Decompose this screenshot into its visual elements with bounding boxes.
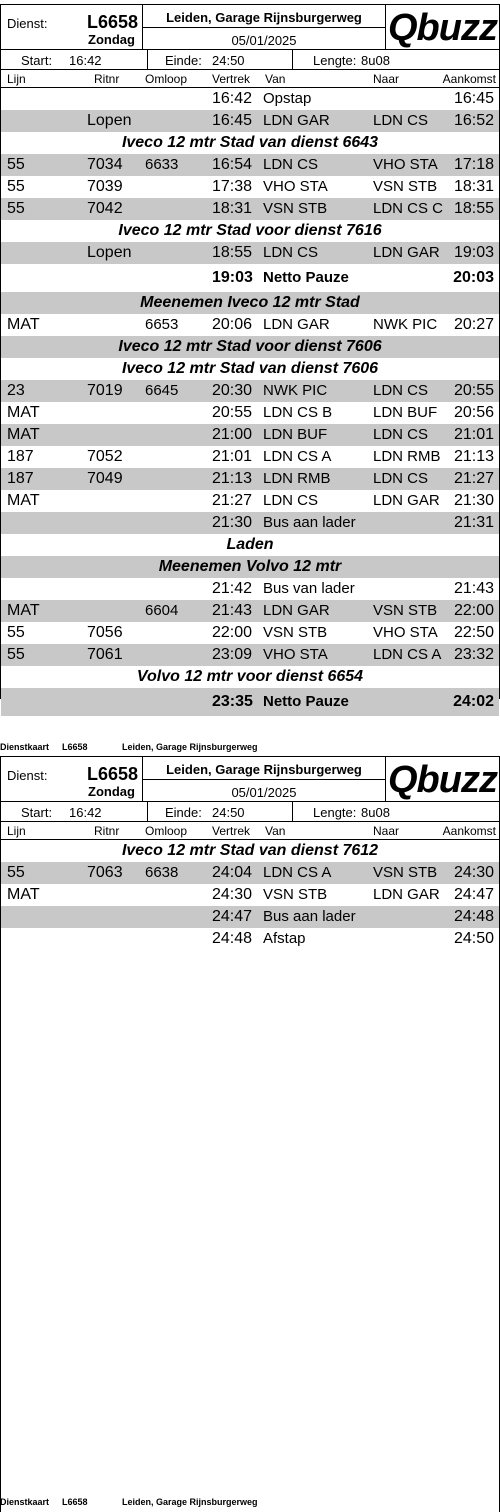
table-row	[1, 88, 499, 110]
col-vertrek: Vertrek	[212, 824, 251, 838]
divider	[292, 802, 293, 821]
cell-aankomst: 16:52	[453, 112, 494, 129]
cell-naar: VHO STA	[373, 624, 438, 641]
cell-naar: LDN RMB	[373, 448, 441, 465]
section-title	[1, 336, 499, 358]
table-row	[1, 600, 499, 622]
cell-lijn: 23	[7, 382, 25, 399]
section-title-text: Iveco 12 mtr Stad voor dienst 7616	[118, 222, 382, 239]
lengte-label: Lengte:	[313, 53, 357, 68]
cell-aankomst: 21:27	[453, 470, 494, 487]
page-header	[0, 4, 500, 50]
table-row	[1, 578, 499, 600]
cell-van: LDN CS	[263, 244, 319, 261]
cell-aankomst: 21:31	[453, 514, 494, 531]
col-aankomst: Aankomst	[442, 72, 496, 86]
divider	[385, 5, 386, 50]
cell-vertrek: 17:38	[212, 178, 253, 195]
cell-vertrek: 19:03	[212, 269, 253, 286]
cell-ritnr: Lopen	[87, 112, 132, 129]
cell-naar: LDN CS	[373, 112, 429, 129]
dienstkaart-page-2	[0, 756, 500, 1512]
section-title-text: Iveco 12 mtr Stad van dienst 7606	[121, 360, 379, 377]
section-title-text: Iveco 12 mtr Stad van dienst 6643	[121, 134, 379, 151]
section-title-text: Volvo 12 mtr voor dienst 6654	[136, 668, 364, 685]
cell-naar: LDN GAR	[373, 492, 440, 509]
cell-lijn: 55	[7, 156, 25, 173]
table-row	[1, 644, 499, 666]
cell-vertrek: 16:42	[212, 90, 253, 107]
einde-time: 24:50	[212, 53, 245, 68]
cell-van: LDN GAR	[263, 112, 330, 129]
table-row	[1, 402, 499, 424]
start-label: Start:	[21, 53, 53, 68]
cell-aankomst: 18:31	[453, 178, 494, 195]
cell-naar: NWK PIC	[373, 316, 438, 333]
table-row	[1, 468, 499, 490]
cell-naar: LDN GAR	[373, 886, 440, 903]
cell-ritnr: 7063	[87, 864, 123, 881]
section-title-text: Iveco 12 mtr Stad voor dienst 7606	[118, 338, 382, 355]
cell-vertrek: 21:01	[212, 448, 253, 465]
section-title-text: Meenemen Volvo 12 mtr	[158, 558, 342, 575]
cell-vertrek: 20:30	[212, 382, 253, 399]
cell-vertrek: 23:09	[212, 646, 253, 663]
table-row	[1, 928, 499, 950]
col-aankomst: Aankomst	[442, 824, 496, 838]
cell-van: NWK PIC	[263, 382, 328, 399]
einde-label: Einde:	[165, 805, 202, 820]
cell-aankomst: 24:50	[453, 930, 494, 947]
cell-van: LDN CS B	[263, 404, 333, 421]
garage-name: Leiden, Garage Rijnsburgerweg	[166, 762, 362, 777]
table-row	[1, 242, 499, 264]
cell-vertrek: 20:06	[212, 316, 253, 333]
start-time: 16:42	[69, 53, 102, 68]
cell-lijn: 55	[7, 864, 25, 881]
cell-lijn: 55	[7, 178, 25, 195]
cell-van: Netto Pauze	[263, 269, 349, 286]
duty-table-body	[0, 88, 500, 710]
qbuzz-logo: Qbuzz	[388, 7, 497, 49]
section-title	[1, 132, 499, 154]
footer-dienst-number: L6658	[62, 1497, 88, 1507]
table-row	[1, 512, 499, 534]
section-title	[1, 534, 499, 556]
dienst-day: Zondag	[88, 784, 135, 799]
section-title-text: Iveco 12 mtr Stad van dienst 7612	[121, 842, 379, 859]
service-date: 05/01/2025	[231, 785, 297, 800]
cell-van: Bus van lader	[263, 580, 355, 597]
cell-lijn: MAT	[7, 426, 40, 443]
cell-van: LDN CS A	[263, 864, 332, 881]
cell-vertrek: 16:54	[212, 156, 253, 173]
cell-naar: LDN CS	[373, 382, 429, 399]
cell-naar: VHO STA	[373, 156, 438, 173]
qbuzz-logo: Qbuzz	[388, 759, 497, 801]
dienstkaart-page-1	[0, 4, 500, 710]
column-header	[0, 70, 500, 88]
cell-ritnr: 7042	[87, 200, 123, 217]
cell-vertrek: 21:13	[212, 470, 253, 487]
table-row	[1, 884, 499, 906]
cell-lijn: 187	[7, 470, 34, 487]
table-row	[1, 490, 499, 512]
section-title-text: Meenemen Iveco 12 mtr Stad	[140, 294, 360, 311]
cell-omloop: 6633	[145, 156, 179, 173]
table-row	[1, 424, 499, 446]
cell-van: Bus aan lader	[263, 514, 356, 531]
cell-lijn: 55	[7, 624, 25, 641]
cell-naar: VSN STB	[373, 602, 438, 619]
cell-van: LDN CS	[263, 156, 319, 173]
cell-aankomst: 21:43	[453, 580, 494, 597]
shift-meta	[0, 802, 500, 822]
cell-vertrek: 23:35	[212, 693, 253, 710]
dienst-number: L6658	[87, 12, 139, 32]
service-date: 05/01/2025	[231, 33, 297, 48]
cell-aankomst: 22:00	[453, 602, 494, 619]
cell-omloop: 6653	[145, 316, 179, 333]
cell-vertrek: 24:04	[212, 864, 253, 881]
section-title	[1, 556, 499, 578]
cell-naar: LDN CS A	[373, 646, 442, 663]
cell-ritnr: 7061	[87, 646, 123, 663]
cell-lijn: 187	[7, 448, 34, 465]
pause-row	[1, 688, 499, 716]
col-van: Van	[265, 72, 286, 86]
page-header	[0, 756, 500, 802]
cell-aankomst: 24:48	[453, 908, 494, 925]
shift-meta	[0, 50, 500, 70]
footer-dienst-number: L6658	[62, 742, 88, 752]
cell-aankomst: 22:50	[453, 624, 494, 641]
table-row	[1, 314, 499, 336]
pause-row	[1, 264, 499, 292]
col-van: Van	[265, 824, 286, 838]
section-title	[1, 358, 499, 380]
section-title	[1, 220, 499, 242]
col-lijn: Lijn	[7, 824, 26, 838]
table-row	[1, 862, 499, 884]
cell-van: Netto Pauze	[263, 693, 349, 710]
cell-ritnr: 7052	[87, 448, 123, 465]
cell-aankomst: 23:32	[453, 646, 494, 663]
cell-van: Bus aan lader	[263, 908, 356, 925]
cell-aankomst: 24:02	[453, 693, 494, 710]
col-naar: Naar	[373, 72, 400, 86]
cell-van: LDN CS	[263, 492, 319, 509]
divider	[147, 50, 148, 69]
dienst-label: Dienst:	[7, 16, 48, 31]
table-row	[1, 176, 499, 198]
cell-lijn: MAT	[7, 886, 40, 903]
cell-vertrek: 21:42	[212, 580, 253, 597]
cell-naar: LDN GAR	[373, 244, 440, 261]
col-omloop: Omloop	[145, 72, 188, 86]
cell-vertrek: 21:43	[212, 602, 253, 619]
cell-omloop: 6638	[145, 864, 179, 881]
footer-garage: Leiden, Garage Rijnsburgerweg	[122, 1497, 258, 1507]
cell-aankomst: 20:56	[453, 404, 494, 421]
einde-time: 24:50	[212, 805, 245, 820]
footer-garage: Leiden, Garage Rijnsburgerweg	[122, 742, 258, 752]
table-row	[1, 198, 499, 220]
dienst-number: L6658	[87, 764, 139, 784]
cell-aankomst: 19:03	[453, 244, 494, 261]
cell-aankomst: 17:18	[453, 156, 494, 173]
section-title	[1, 840, 499, 862]
cell-lijn: MAT	[7, 316, 40, 333]
einde-label: Einde:	[165, 53, 202, 68]
dienst-label: Dienst:	[7, 768, 48, 783]
cell-van: LDN GAR	[263, 602, 330, 619]
cell-omloop: 6645	[145, 382, 179, 399]
section-title	[1, 666, 499, 688]
lengte-label: Lengte:	[313, 805, 357, 820]
lengte-value: 8u08	[361, 53, 390, 68]
cell-lijn: MAT	[7, 602, 40, 619]
cell-aankomst: 18:55	[453, 200, 494, 217]
cell-vertrek: 18:31	[212, 200, 253, 217]
divider	[147, 802, 148, 821]
cell-ritnr: 7039	[87, 178, 123, 195]
cell-naar: LDN CS	[373, 470, 429, 487]
cell-aankomst: 20:27	[453, 316, 494, 333]
divider	[292, 50, 293, 69]
divider	[142, 27, 385, 28]
cell-aankomst: 20:03	[453, 269, 494, 286]
cell-vertrek: 22:00	[212, 624, 253, 641]
cell-lijn: MAT	[7, 404, 40, 421]
footer-label: Dienstkaart	[0, 742, 50, 752]
cell-vertrek: 24:30	[212, 886, 253, 903]
cell-vertrek: 16:45	[212, 112, 253, 129]
cell-vertrek: 24:48	[212, 930, 253, 947]
footer-label: Dienstkaart	[0, 1497, 50, 1507]
cell-van: LDN BUF	[263, 426, 328, 443]
col-omloop: Omloop	[145, 824, 188, 838]
garage-name: Leiden, Garage Rijnsburgerweg	[166, 10, 362, 25]
cell-omloop: 6604	[145, 602, 179, 619]
cell-vertrek: 24:47	[212, 908, 253, 925]
cell-ritnr: Lopen	[87, 244, 132, 261]
cell-naar: LDN BUF	[373, 404, 438, 421]
cell-ritnr: 7034	[87, 156, 123, 173]
cell-ritnr: 7056	[87, 624, 123, 641]
cell-van: LDN GAR	[263, 316, 330, 333]
cell-ritnr: 7019	[87, 382, 123, 399]
col-lijn: Lijn	[7, 72, 26, 86]
cell-van: VHO STA	[263, 178, 328, 195]
cell-van: Afstap	[263, 930, 306, 947]
cell-naar: VSN STB	[373, 864, 438, 881]
section-title-text: Laden	[226, 536, 274, 553]
cell-van: LDN RMB	[263, 470, 331, 487]
table-row	[1, 380, 499, 402]
cell-aankomst: 21:30	[453, 492, 494, 509]
lengte-value: 8u08	[361, 805, 390, 820]
cell-van: Opstap	[263, 90, 312, 107]
cell-aankomst: 24:47	[453, 886, 494, 903]
col-ritnr: Ritnr	[94, 72, 120, 86]
duty-table-body	[0, 840, 500, 1512]
cell-lijn: MAT	[7, 492, 40, 509]
cell-van: VSN STB	[263, 886, 328, 903]
table-row	[1, 154, 499, 176]
table-row	[1, 622, 499, 644]
column-header	[0, 822, 500, 840]
cell-naar: VSN STB	[373, 178, 438, 195]
cell-vertrek: 21:00	[212, 426, 253, 443]
divider	[142, 779, 385, 780]
cell-vertrek: 21:27	[212, 492, 253, 509]
cell-van: VSN STB	[263, 624, 328, 641]
col-naar: Naar	[373, 824, 400, 838]
cell-aankomst: 21:13	[453, 448, 494, 465]
cell-van: VSN STB	[263, 200, 328, 217]
cell-ritnr: 7049	[87, 470, 123, 487]
cell-naar: LDN CS	[373, 426, 429, 443]
cell-lijn: 55	[7, 200, 25, 217]
col-vertrek: Vertrek	[212, 72, 251, 86]
start-label: Start:	[21, 805, 53, 820]
cell-vertrek: 21:30	[212, 514, 253, 531]
cell-van: LDN CS A	[263, 448, 332, 465]
table-row	[1, 906, 499, 928]
col-ritnr: Ritnr	[94, 824, 120, 838]
cell-van: VHO STA	[263, 646, 328, 663]
divider	[385, 757, 386, 802]
cell-vertrek: 20:55	[212, 404, 253, 421]
cell-vertrek: 18:55	[212, 244, 253, 261]
cell-aankomst: 21:01	[453, 426, 494, 443]
cell-aankomst: 16:45	[453, 90, 494, 107]
start-time: 16:42	[69, 805, 102, 820]
section-title	[1, 292, 499, 314]
dienst-day: Zondag	[88, 32, 135, 47]
cell-aankomst: 20:55	[453, 382, 494, 399]
cell-lijn: 55	[7, 646, 25, 663]
cell-aankomst: 24:30	[453, 864, 494, 881]
table-row	[1, 110, 499, 132]
table-row	[1, 446, 499, 468]
cell-naar: LDN CS C	[373, 200, 444, 217]
